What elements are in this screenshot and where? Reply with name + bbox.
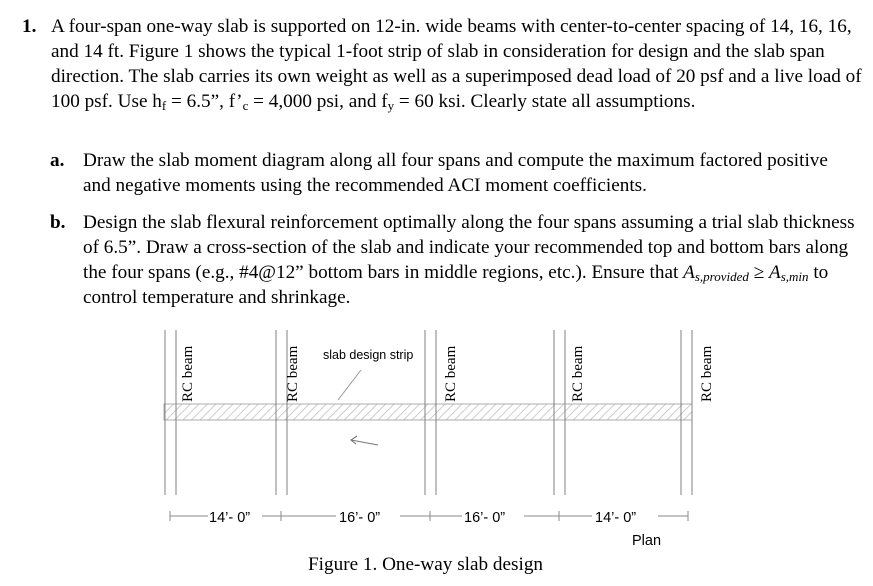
beam-label-1: RC beam (180, 345, 196, 402)
span-dim-2: 16’- 0” (339, 510, 381, 526)
beam-label-5: RC beam (699, 345, 715, 402)
part-a-label: a. (50, 150, 65, 171)
beam-label-3: RC beam (443, 345, 459, 402)
as-provided-symbol: A (683, 262, 695, 283)
part-b-label: b. (50, 212, 66, 233)
question-number: 1. (22, 16, 37, 37)
figure-caption: Figure 1. One-way slab design (308, 554, 544, 575)
beam-label-4: RC beam (570, 345, 586, 402)
strip-label: slab design strip (323, 348, 414, 362)
slab-strip-hatch (164, 404, 692, 420)
span-dim-3: 16’- 0” (464, 510, 506, 526)
span-direction-arrow (351, 436, 378, 445)
question-text: A four-span one-way slab is supported on 12-in. wide beams with center-to-center spacing of 14, 16, 16, and 14 ft. Figure 1 shows the typical 1-foot strip of slab in consideration for design and the slab span direction. The slab carries its own weight as well as a superimposed dead load of 20 psf and a live load of 100 psf. Use $h_f = 6.5$”, $f’_c = 4,000$ psi, and $f_y = 60$ ksi. Clearly state all assumptions. (51, 16, 862, 113)
part-b-text: Design the slab flexural reinforcement optimally along the four spans assuming a trial slab thickness of 6.5”. Draw a cross-section of the slab and indicate your recommended top and bottom bars along the four spans (e.g., #4@12” bottom bars in middle regions, etc.). Ensure that $A_{s,provided} \ge A_{s,min}$ to control temperature and shrinkage. (83, 212, 855, 308)
part-a-text: Draw the slab moment diagram along all four spans and compute the maximum factored positive and negative moments using the recommended ACI moment coefficients. (83, 150, 828, 196)
plan-label: Plan (632, 533, 662, 549)
span-dim-1: 14’- 0” (209, 510, 251, 526)
strip-leader-line (338, 370, 361, 400)
as-min-symbol: A (769, 262, 781, 283)
beam-label-2: RC beam (285, 345, 301, 402)
span-dim-4: 14’- 0” (595, 510, 637, 526)
